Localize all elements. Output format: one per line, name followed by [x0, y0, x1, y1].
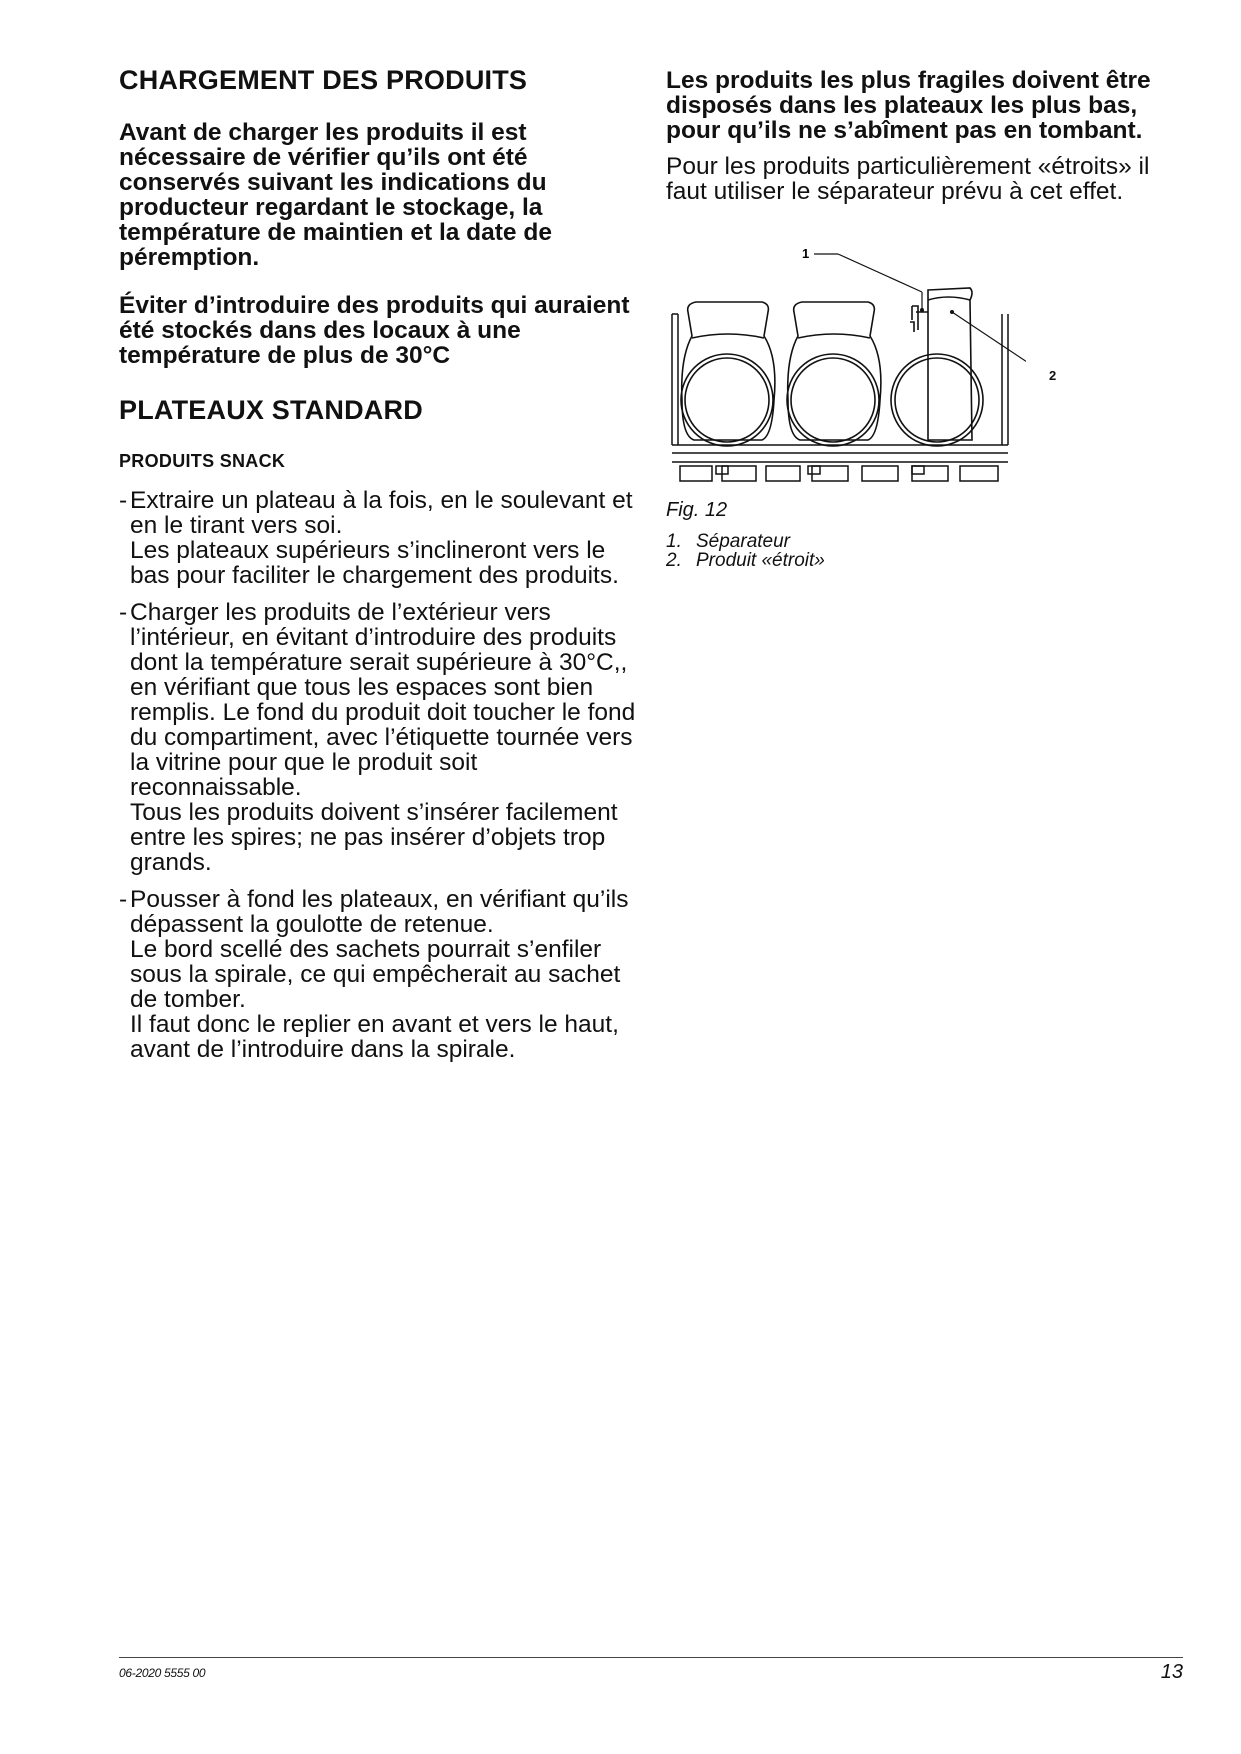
document-code: 06-2020 5555 00: [119, 1666, 206, 1680]
legend-number: 1.: [666, 531, 682, 552]
callout-2: 2: [1049, 368, 1057, 383]
list-item: [119, 887, 639, 1062]
step-text: Extraire un plateau à la fois, en le soulevant et en le tirant vers soi.: [130, 486, 633, 539]
tray-diagram: [666, 240, 1026, 500]
legend-text: Séparateur: [696, 531, 791, 552]
left-column: [119, 64, 639, 1062]
step-text: Les plateaux supérieurs s’inclineront vers le bas pour faciliter le chargement des produits.: [130, 536, 619, 589]
bullet-dash: -: [119, 486, 128, 514]
step-text: Le bord scellé des sachets pourrait s’enfiler sous la spirale, ce qui empêcherait au sachet de tomber.: [130, 935, 621, 1013]
step-text: Tous les produits doivent s’insérer facilement entre les spires; ne pas insérer d’objets trop grands.: [130, 798, 618, 876]
step-text: Pousser à fond les plateaux, en vérifiant qu’ils dépassent la goulotte de retenue.: [130, 885, 629, 938]
step-text: Il faut donc le replier en avant et vers le haut, avant de l’introduire dans la spirale.: [130, 1010, 619, 1063]
footer-divider: [119, 1657, 1183, 1658]
bullet-dash: -: [119, 598, 128, 626]
right-column: [666, 68, 1196, 204]
note-narrow-products: Pour les produits particulièrement «étroits» il faut utiliser le séparateur prévu à cet effet.: [666, 153, 1150, 205]
subheading-snack: PRODUITS SNACK: [119, 450, 286, 471]
figure-tray-illustration: [666, 240, 1026, 505]
legend-item: [666, 532, 825, 551]
heading-standard-trays: PLATEAUX STANDARD: [119, 395, 423, 426]
list-item: [119, 600, 639, 875]
bullet-dash: -: [119, 885, 128, 913]
heading-loading: CHARGEMENT DES PRODUITS: [119, 65, 528, 95]
warning-fragile: Les produits les plus fragiles doivent être disposés dans les plateaux les plus bas, pour qu’ils ne s’abîment pas en tombant.: [666, 67, 1151, 144]
page-number: 13: [1160, 1661, 1183, 1683]
figure-caption: Fig. 12: [666, 499, 728, 521]
step-text: Charger les produits de l’extérieur vers l’intérieur, en évitant d’introduire des produits dont la température serait supérieure à 30°C,, en vérifiant que tous les espaces sont bien remplis. Le fond du produit doit toucher le fond du compartiment, avec l’étiquette tournée vers la vitrine pour que le produit soit reconnaissable.: [130, 598, 636, 801]
callout-1: 1: [802, 246, 810, 261]
legend-number: 2.: [666, 550, 682, 571]
list-item: [119, 488, 639, 588]
legend-text: Produit «étroit»: [696, 550, 825, 571]
steps-list: [119, 488, 639, 1062]
legend-item: [666, 551, 825, 570]
figure-legend: [666, 532, 825, 570]
warning-temperature: Éviter d’introduire des produits qui auraient été stockés dans des locaux à une température de plus de 30°C: [119, 292, 630, 370]
warning-check: Avant de charger les produits il est nécessaire de vérifier qu’ils ont été conservés suivant les indications du producteur regardant le stockage, la température de maintien et la date de péremption.: [119, 119, 552, 272]
